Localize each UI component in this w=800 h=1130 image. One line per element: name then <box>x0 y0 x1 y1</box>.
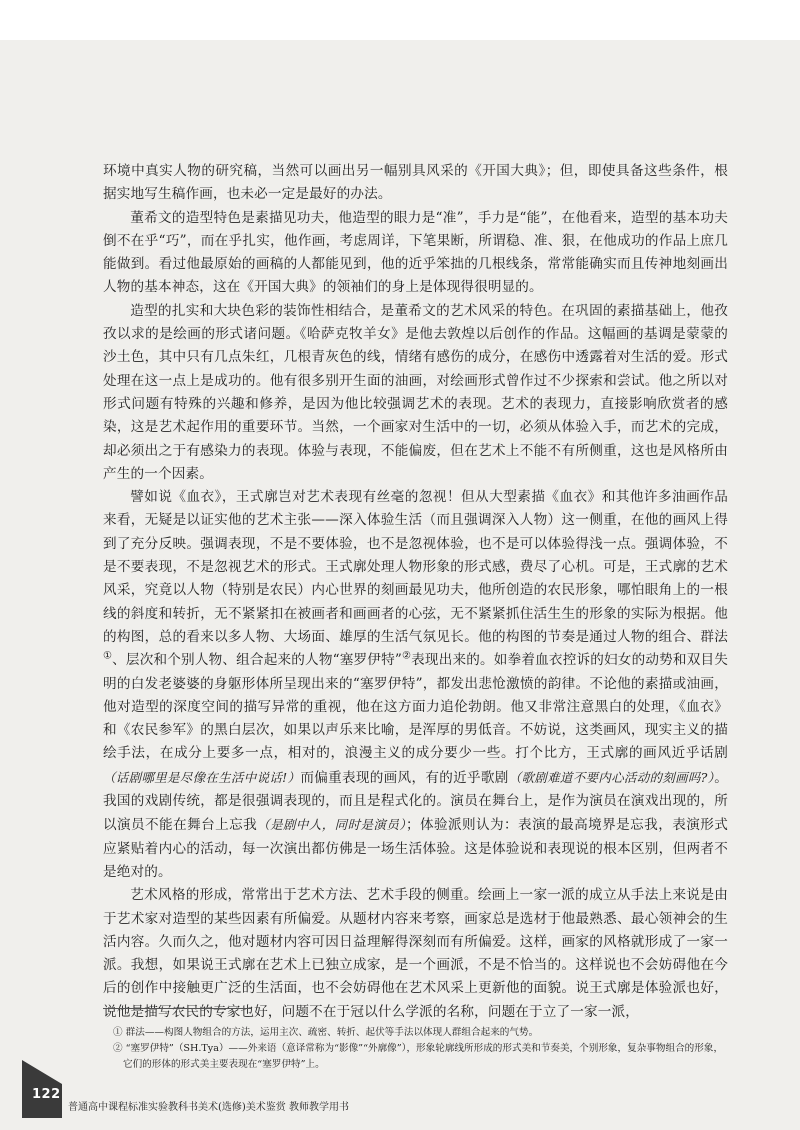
book-page <box>0 40 800 1130</box>
inline-aside-opera: （歌剧难道不要内心活动的刻画吗?） <box>508 769 715 785</box>
paragraph-3: 造型的扎实和大块色彩的装饰性相结合，是董希文的艺术风采的特色。在巩固的素描基础上，他孜孜以求的是绘画的形式诸问题。《哈萨克牧羊女》是他去敦煌以后创作的作品。这幅画的基调是蒙蒙的沙土色，其中只有几点朱红，几根青灰色的线，情绪有感伤的成分，在感伤中透露着对生活的爱。形式处理在这一点上是成功的。他有很多别开生面的油画，对绘画形式曾作过不少探索和尝试。他之所以对形式问题有特殊的兴趣和修养，是因为他比较强调艺术的表现。艺术的表现力，直接影响欣赏者的感染，这是艺术起作用的重要环节。当然，一个画家对生活中的一切，必须从体验入手，而艺术的完成，却必须出之于有感染力的表现。体验与表现，不能偏废，但在艺术上不能不有所侧重，这也是风格所由产生的一个因素。 <box>103 302 728 482</box>
paragraph-4 <box>103 486 728 884</box>
footnote-1: ① 群法——构图人物组合的方法，运用主次、疏密、转折、起伏等手法以体现人群组合起来的气势。 <box>113 1027 539 1038</box>
inline-aside-actor: （是剧中人，同时是演员） <box>257 817 406 833</box>
paragraph-5: 艺术风格的形成，常常出于艺术方法、艺术手段的侧重。绘画上一家一派的成立从手法上来说是由于艺术家对造型的某些因素有所偏爱。从题材内容来考察，画家总是选材于他最熟悉、最心领神会的生活内容。久而久之，他对题材内容可因日益理解得深刻而有所偏爱。这样，画家的风格就形成了一家一派。我想，如果说王式廓在艺术上已独立成家，是一个画派，不是不恰当的。这样说也不会妨碍他在今后的创作中接触更广泛的生活面，也不会妨碍他在艺术风采上更新他的面貌。说王式廓是体验派也好，说他是描写农民的专家也好，问题不在于冠以什么学派的名称，问题在于立了一家一派， <box>103 887 728 1020</box>
page-number: 122 <box>32 1087 61 1102</box>
paragraph-4-part-a: 譬如说《血衣》，王式廓岂对艺术表现有丝毫的忽视！但从大型素描《血衣》和其他许多油画作品来看，无疑是以证实他的艺术主张——深入体验生活（而且强调深入人物）这一侧重，在他的画风上得到了充分反映。强调表现，不是不要体验，也不是忽视体验，也不是可以体验得浅一点。强调体验，不是不要表现，不是忽视艺术的形式。王式廓处理人物形象的形式感，费尽了心机。可是，王式廓的艺术风采，究竟以人物（特别是农民）内心世界的刻画最见功夫，他所创造的农民形象，哪怕眼角上的一根线的斜度和转折，无不紧紧扣在被画者和画画者的心弦，无不紧紧抓住活生生的形象的实际为根据。他的构图，总的看来以多人物、大场面、雄厚的生活气氛见长。他的构图的节奏是通过人物的组合、群法 <box>103 489 728 645</box>
main-text <box>103 160 728 1024</box>
paragraph-4-part-c: 表现出来的。如拳着血衣控诉的妇女的动势和双目失明的白发老婆婆的身躯形体所呈现出来的“塞罗伊特”，都发出悲怆激愤的韵律。不论他的素描或油画，他对造型的深度空间的描写异常的重视，他在这方面力追伦勃朗。他又非常注意黑白的处理，《血衣》和《农民参军》的黑白层次，如果以声乐来比喻，是浑厚的男低音。不妨说，这类画风，现实主义的描绘手法，在成分上要多一点，相对的，浪漫主义的成分要少一些。打个比方，王式廓的画风近乎话剧 <box>103 652 728 762</box>
footnote-ref-1: ① <box>103 650 113 662</box>
paragraph-4-part-g: 。我国的戏剧传统，都是很强调表现的，而且是程式化的。演员在舞台上，是作为演员在演戏出现的，所以演员不能在舞台上忘我 <box>103 769 728 834</box>
paragraph-4-part-b: 、层次和个别人物、组合起来的人物“塞罗伊特” <box>112 652 402 669</box>
running-footer-title: 普通高中课程标准实验教科书美术(选修)美术鉴赏 教师教学用书 <box>68 1102 349 1113</box>
paragraph-1: 环境中真实人物的研究稿，当然可以画出另一幅别具风采的《开国大典》；但，即使具备这些条件，根据实地写生稿作画，也未必一定是最好的办法。 <box>103 163 728 203</box>
footnote-divider <box>103 1008 251 1009</box>
footnote-2: ② “塞罗伊特”（SH.Tya）——外来语（意译常称为“影像”“外廓像”），形象轮廓线所形成的形式美和节奏美，个别形象，复杂事物组合的形象，它们的形体的形式美主要表现在“塞罗伊特”上。 <box>113 1043 724 1070</box>
footnotes <box>113 1025 728 1073</box>
footnote-ref-2: ② <box>401 650 412 662</box>
paragraph-4-part-i: ；体验派则认为：表演的最高境界是忘我，表演形式应紧贴着内心的活动，每一次演出都仿佛是一场生活体验。这是体验说和表现说的根本区别，但两者不是绝对的。 <box>103 817 728 880</box>
inline-aside-drama: （话剧哪里是尽像在生活中说话!） <box>103 769 301 785</box>
paragraph-2: 董希文的造型特色是素描见功夫，他造型的眼力是“准”，手力是“能”，在他看来，造型的基本功夫倒不在乎“巧”，而在乎扎实，他作画，考虑周详，下笔果断，所谓稳、准、狠，在他成功的作品上庶几能做到。看过他最原始的画稿的人都能见到，他的近乎笨拙的几根线条，常常能确实而且传神地刻画出人物的基本神态，这在《开国大典》的领袖们的身上是体现得很明显的。 <box>103 209 728 296</box>
paragraph-4-part-e: 而偏重表现的画风，有的近乎歌剧 <box>300 769 509 786</box>
